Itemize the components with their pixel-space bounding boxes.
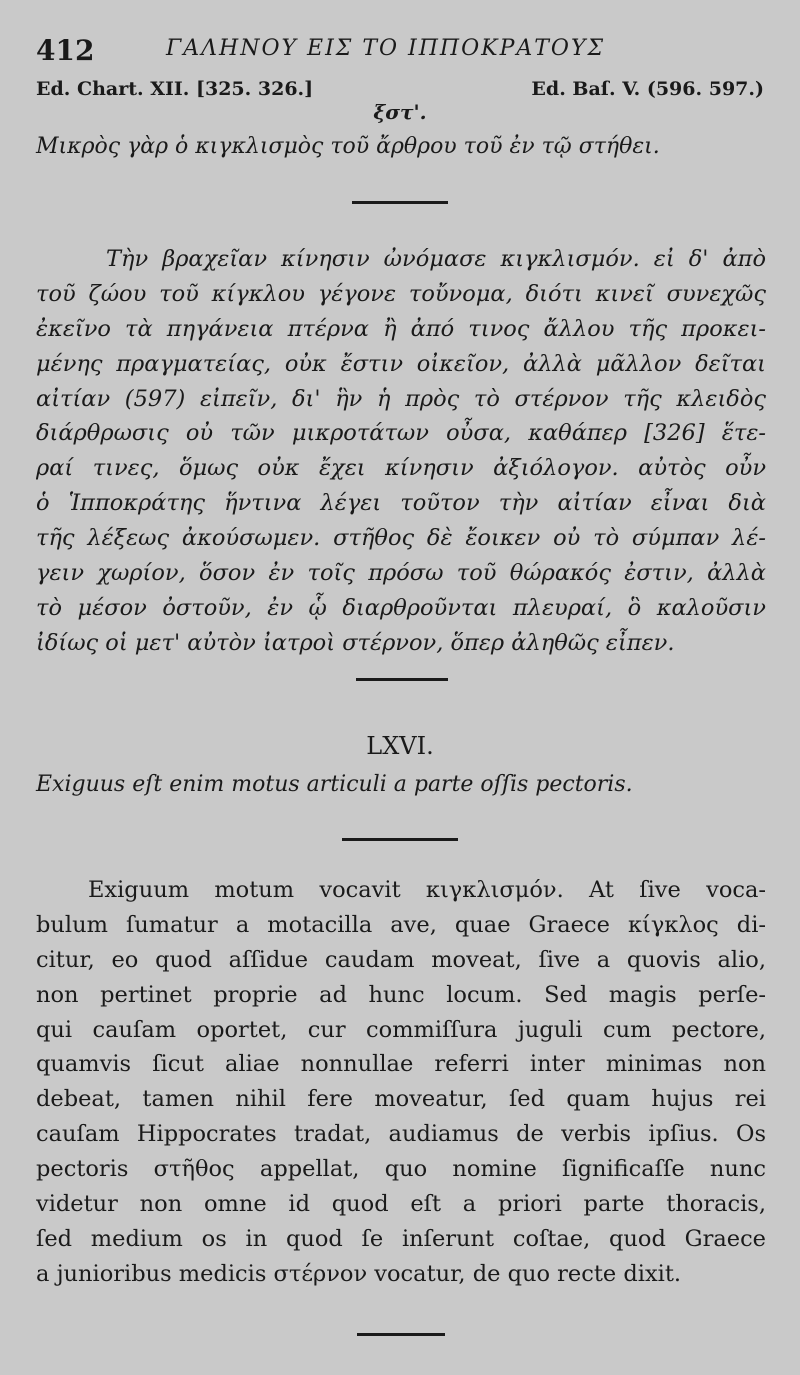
text-line: non pertinet proprie ad hunc locum. Sed magis perſe- bbox=[36, 981, 766, 1008]
edition-chartier: Ed. Chart. XII. [325. 326.] bbox=[36, 78, 314, 100]
divider-rule bbox=[356, 678, 448, 681]
text-line: Exiguum motum vocavit κιγκλισμόν. At ſive voca- bbox=[88, 877, 766, 903]
text-line: cauſam Hippocrates tradat, audiamus de verbis ipſius. Os bbox=[36, 1121, 766, 1148]
greek-commentary bbox=[36, 242, 766, 661]
running-title: ΓΑΛΗΝΟΥ ΕΙΣ ΤΟ ΙΠΠΟΚΡΑΤΟΥΣ bbox=[166, 36, 606, 61]
text-line: quamvis ſicut aliae nonnullae referri inter minimas non bbox=[36, 1051, 766, 1078]
text-line: a junioribus medicis στέρνον vocatur, de quo recte dixit. bbox=[36, 1260, 682, 1287]
divider-rule bbox=[342, 838, 458, 841]
divider-rule bbox=[352, 201, 448, 204]
text-line: ſed medium os in quod ſe inſerunt coſtae, quod Graece bbox=[36, 1225, 766, 1252]
text-line: ραί τινες, ὅμως οὐκ ἔχει κίνησιν ἀξιόλογον. αὐτὸς οὖν bbox=[36, 455, 766, 482]
text-line: τὸ μέσον ὀστοῦν, ἐν ᾧ διαρθροῦνται πλευραί, ὃ καλοῦσιν bbox=[36, 594, 766, 621]
text-line: μένης πραγματείας, οὐκ ἔστιν οἰκεῖον, ἀλλὰ μᾶλλον δεῖται bbox=[36, 350, 766, 377]
text-line: debeat, tamen nihil fere moveatur, ſed quam hujus rei bbox=[36, 1086, 766, 1113]
text-line: videtur non omne id quod eſt a priori parte thoracis, bbox=[36, 1191, 766, 1218]
text-line: τοῦ ζώου τοῦ κίγκλου γέγονε τοὔνομα, διότι κινεῖ συνεχῶς bbox=[36, 280, 766, 307]
text-line: qui cauſam oportet, cur commiſſura juguli cum pectore, bbox=[36, 1016, 766, 1043]
greek-lemma: Μικρὸς γὰρ ὁ κιγκλισμὸς τοῦ ἄρθρου τοῦ ἐν τῷ στήθει. bbox=[36, 134, 660, 159]
text-line: ἐκεῖνο τὰ πηγάνεια πτέρνα ἢ ἀπό τινος ἄλλου τῆς προκει- bbox=[36, 315, 766, 342]
edition-basel: Ed. Baſ. V. (596. 597.) bbox=[531, 78, 764, 100]
text-line: ὁ Ἱπποκράτης ἥντινα λέγει τοῦτον τὴν αἰτίαν εἶναι διὰ bbox=[36, 490, 766, 517]
text-line: citur, eo quod aſſidue caudam moveat, ſive a quovis alio, bbox=[36, 946, 766, 973]
text-line: Τὴν βραχεῖαν κίνησιν ὠνόμασε κιγκλισμόν. εἰ δ' ἀπὸ bbox=[106, 246, 766, 272]
text-line: ἰδίως οἱ μετ' αὐτὸν ἰατροὶ στέρνον, ὅπερ ἀληθῶς εἶπεν. bbox=[36, 629, 675, 656]
text-line: διάρθρωσις οὐ τῶν μικροτάτων οὖσα, καθάπερ [326] ἕτε- bbox=[36, 420, 766, 447]
latin-commentary bbox=[36, 873, 766, 1292]
latin-lemma: Exiguus eſt enim motus articuli a parte oſſis pectoris. bbox=[36, 772, 633, 797]
text-line: bulum ſumatur a motacilla ave, quae Graece κίγκλος di- bbox=[36, 911, 766, 938]
text-line: γειν χωρίον, ὅσον ἐν τοῖς πρόσω τοῦ θώρακός ἐστιν, ἀλλὰ bbox=[36, 560, 766, 587]
text-line: pectoris στῆθος appellat, quo nomine ſignificaſſe nunc bbox=[36, 1156, 766, 1183]
page-number: 412 bbox=[36, 34, 95, 67]
divider-rule bbox=[357, 1333, 445, 1336]
greek-section-number: ξστ'. bbox=[373, 100, 427, 124]
text-line: τῆς λέξεως ἀκούσωμεν. στῆθος δὲ ἔοικεν οὐ τὸ σύμπαν λέ- bbox=[36, 525, 766, 552]
latin-section-number: LXVI. bbox=[366, 732, 434, 760]
page-header bbox=[36, 34, 764, 68]
text-line: αἰτίαν (597) εἰπεῖν, δι' ἣν ἡ πρὸς τὸ στέρνον τῆς κλειδὸς bbox=[36, 385, 766, 412]
